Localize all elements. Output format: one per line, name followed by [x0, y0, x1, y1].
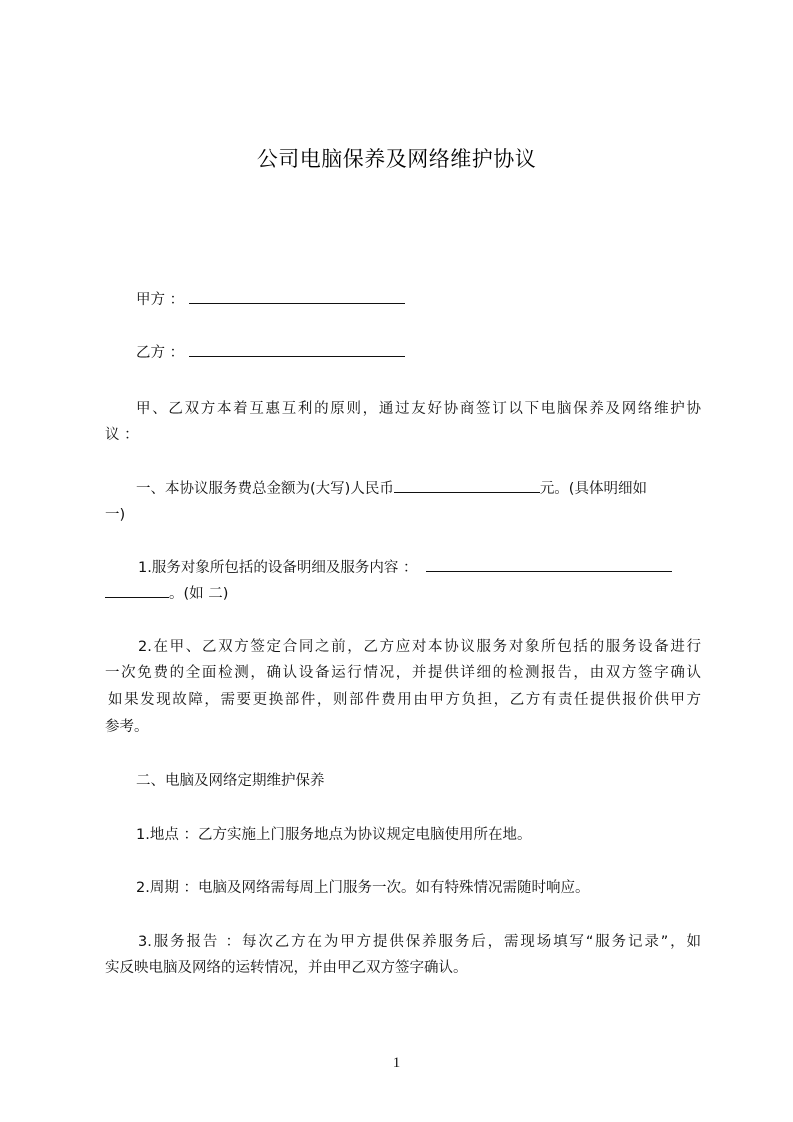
party-b-blank: [189, 342, 405, 357]
section-2-2: 2.周期 ：电脑及网络需每周上门服务一次。如有特殊情况需随时响应。: [136, 880, 590, 896]
page-number: 1: [392, 1055, 401, 1071]
equipment-list-blank-2: [105, 583, 169, 598]
section-2-heading: 二、电脑及网络定期维护保养: [136, 773, 325, 789]
section-1-1-line-1: [138, 557, 701, 579]
party-b-label: 乙方 ：: [136, 345, 185, 361]
party-a-blank: [189, 289, 405, 304]
section-1-2-line-2: 一次免费的全面检测，确认设备运行情况，并提供详细的检测报告，由双方签字确认: [105, 665, 701, 681]
equipment-list-blank-1: [426, 557, 672, 572]
section-1-2-line-1: 2.在甲、乙双方签定合同之前，乙方应对本协议服务对象所包括的服务设备进行: [138, 639, 701, 655]
section-2-3-line-1: 3.服务报告 ：每次乙方在为甲方提供保养服务后，需现场填写“服务记录”，如: [138, 934, 701, 950]
section-1-text-post: 元。(具体明细如: [539, 481, 647, 497]
section-2-3-line-2: 实反映电脑及网络的运转情况，并由甲乙双方签字确认。: [105, 960, 468, 976]
party-a-label: 甲方 ：: [136, 292, 185, 308]
fee-amount-blank: [394, 478, 540, 493]
document-title: 公司电脑保养及网络维护协议: [256, 147, 537, 171]
section-1-line-1: [136, 478, 701, 500]
section-1-text-pre: 一、本协议服务费总金额为(大写)人民币: [136, 481, 394, 497]
section-2-1: 1.地点 ：乙方实施上门服务地点为协议规定电脑使用所在地。: [136, 827, 532, 843]
section-1-1-text: 1.服务对象所包括的设备明细及服务内容 ：: [138, 560, 418, 576]
section-1-2-line-3: 如果发现故障，需要更换部件，则部件费用由甲方负担，乙方有责任提供报价供甲方: [108, 692, 701, 708]
intro-line-2: 议 ：: [105, 427, 139, 443]
section-1-1-line-2: [105, 583, 701, 605]
section-1-line-2: 一): [105, 507, 126, 523]
party-b-line: [136, 342, 732, 364]
section-1-2-line-4: 参考。: [105, 719, 149, 735]
intro-line-1: 甲、乙双方本着互惠互利的原则，通过友好协商签订以下电脑保养及网络维护协: [136, 401, 701, 417]
section-1-1-text-post: 。(如 二): [169, 586, 229, 602]
party-a-line: [136, 289, 732, 311]
